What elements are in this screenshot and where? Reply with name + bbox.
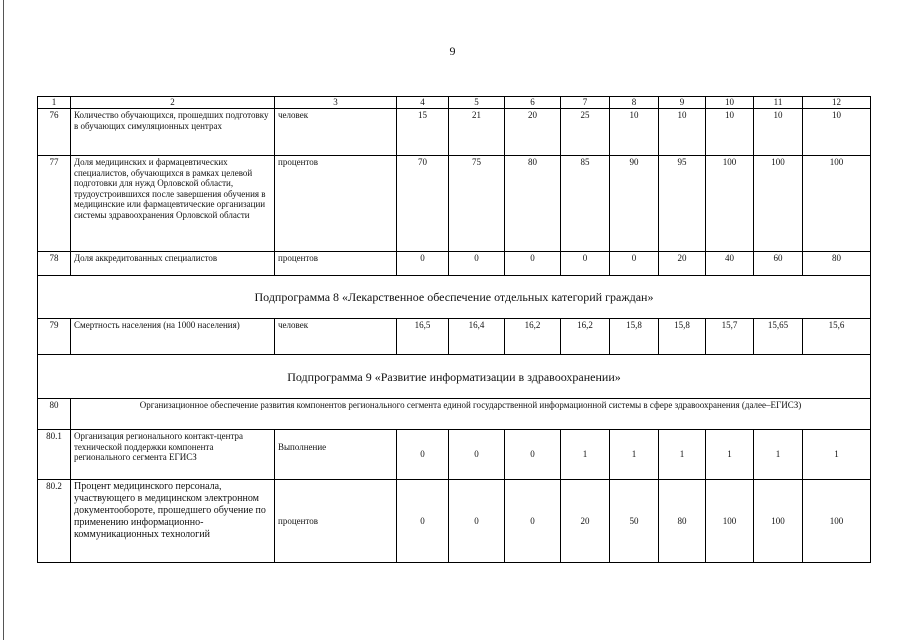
value-cell: 1 — [561, 430, 610, 480]
column-header: 1 — [38, 97, 71, 109]
value-cell: 15,7 — [706, 319, 754, 355]
row-number: 80.2 — [38, 480, 71, 563]
table-row — [38, 156, 871, 252]
value-cell: 1 — [754, 430, 803, 480]
row-number: 78 — [38, 252, 71, 276]
table-row — [38, 480, 871, 563]
unit-cell: Выполнение — [275, 430, 397, 480]
value-cell: 25 — [561, 109, 610, 156]
value-cell: 21 — [449, 109, 505, 156]
value-cell: 1 — [659, 430, 706, 480]
indicator-name: Организация регионального контакт-центра технической поддержки компонента регионального сегмента ЕГИСЗ — [71, 430, 275, 480]
row-number: 80 — [38, 399, 71, 430]
indicator-name: Процент медицинского персонала, участвующего в медицинском электронном документообороте, прошедшего обучение по применению информационно-коммуникационных технологий — [71, 480, 275, 563]
page-number: 9 — [449, 44, 456, 58]
value-cell: 100 — [754, 156, 803, 252]
value-cell: 85 — [561, 156, 610, 252]
value-cell: 10 — [610, 109, 659, 156]
value-cell: 80 — [803, 252, 871, 276]
unit-cell: человек — [275, 109, 397, 156]
value-cell: 80 — [505, 156, 561, 252]
indicator-name: Смертность населения (на 1000 населения) — [71, 319, 275, 355]
column-header: 4 — [397, 97, 449, 109]
value-cell: 0 — [449, 252, 505, 276]
value-cell: 1 — [706, 430, 754, 480]
value-cell: 100 — [706, 480, 754, 563]
column-header: 9 — [659, 97, 706, 109]
value-cell: 50 — [610, 480, 659, 563]
value-cell: 16,4 — [449, 319, 505, 355]
value-cell: 75 — [449, 156, 505, 252]
value-cell: 15,8 — [610, 319, 659, 355]
value-cell: 0 — [505, 430, 561, 480]
column-header: 8 — [610, 97, 659, 109]
row-number: 76 — [38, 109, 71, 156]
unit-cell: процентов — [275, 156, 397, 252]
row-number: 80.1 — [38, 430, 71, 480]
value-cell: 80 — [659, 480, 706, 563]
column-header: 12 — [803, 97, 871, 109]
unit-cell: человек — [275, 319, 397, 355]
value-cell: 15,6 — [803, 319, 871, 355]
column-header: 5 — [449, 97, 505, 109]
value-cell: 16,5 — [397, 319, 449, 355]
indicator-name: Доля медицинских и фармацевтических специалистов, обучающихся в рамках целевой подготовки для нужд Орловской области, трудоустроившихся после завершения обучения в медицинские или фармацевтические организации системы здравоохранения Орловской области — [71, 156, 275, 252]
column-header: 10 — [706, 97, 754, 109]
value-cell: 95 — [659, 156, 706, 252]
row-number: 79 — [38, 319, 71, 355]
value-cell: 100 — [754, 480, 803, 563]
page-left-border — [3, 0, 4, 640]
value-cell: 100 — [803, 156, 871, 252]
unit-cell: процентов — [275, 480, 397, 563]
subprogram-row — [38, 355, 871, 399]
value-cell: 0 — [449, 480, 505, 563]
column-header: 7 — [561, 97, 610, 109]
value-cell: 20 — [505, 109, 561, 156]
value-cell: 0 — [449, 430, 505, 480]
table-row — [38, 399, 871, 430]
value-cell: 0 — [505, 480, 561, 563]
value-cell: 70 — [397, 156, 449, 252]
column-header: 6 — [505, 97, 561, 109]
value-cell: 100 — [803, 480, 871, 563]
value-cell: 1 — [803, 430, 871, 480]
value-cell: 15,65 — [754, 319, 803, 355]
subprogram-row — [38, 276, 871, 319]
value-cell: 1 — [610, 430, 659, 480]
table-row — [38, 252, 871, 276]
unit-cell: процентов — [275, 252, 397, 276]
value-cell: 40 — [706, 252, 754, 276]
value-cell: 16,2 — [505, 319, 561, 355]
value-cell: 20 — [561, 480, 610, 563]
table-row — [38, 430, 871, 480]
table-row — [38, 319, 871, 355]
value-cell: 10 — [706, 109, 754, 156]
value-cell: 0 — [397, 480, 449, 563]
value-cell: 0 — [397, 430, 449, 480]
value-cell: 15 — [397, 109, 449, 156]
table-row — [38, 109, 871, 156]
table-header-row — [38, 97, 871, 109]
indicator-name: Доля аккредитованных специалистов — [71, 252, 275, 276]
section-description: Организационное обеспечение развития компонентов регионального сегмента единой государственной информационной системы в сфере здравоохранения (далее–ЕГИСЗ) — [71, 399, 871, 430]
value-cell: 10 — [803, 109, 871, 156]
value-cell: 90 — [610, 156, 659, 252]
value-cell: 10 — [659, 109, 706, 156]
subprogram-heading: Подпрограмма 9 «Развитие информатизации в здравоохранении» — [38, 355, 871, 399]
value-cell: 16,2 — [561, 319, 610, 355]
value-cell: 0 — [610, 252, 659, 276]
value-cell: 60 — [754, 252, 803, 276]
indicator-name: Количество обучающихся, прошедших подготовку в обучающих симуляционных центрах — [71, 109, 275, 156]
column-header: 2 — [71, 97, 275, 109]
value-cell: 100 — [706, 156, 754, 252]
value-cell: 15,8 — [659, 319, 706, 355]
indicators-table — [37, 96, 871, 563]
value-cell: 0 — [505, 252, 561, 276]
value-cell: 10 — [754, 109, 803, 156]
column-header: 3 — [275, 97, 397, 109]
value-cell: 0 — [397, 252, 449, 276]
column-header: 11 — [754, 97, 803, 109]
row-number: 77 — [38, 156, 71, 252]
value-cell: 20 — [659, 252, 706, 276]
subprogram-heading: Подпрограмма 8 «Лекарственное обеспечение отдельных категорий граждан» — [38, 276, 871, 319]
value-cell: 0 — [561, 252, 610, 276]
